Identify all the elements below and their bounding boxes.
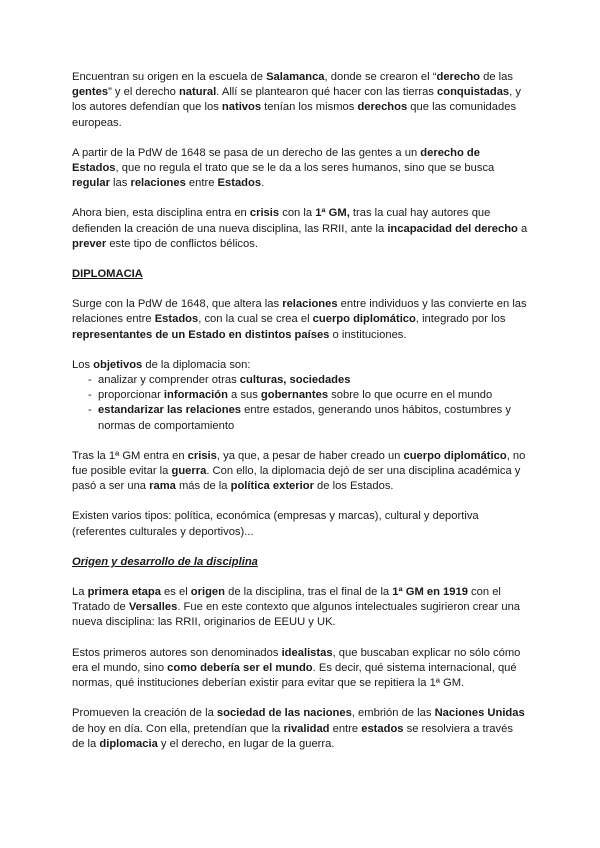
paragraph-idealistas: Estos primeros autores son denominados idealistas, que buscaban explicar no sólo cómo era el mundo, sino como debería ser el mundo. Es decir, qué sistema internacional, qué normas, qué instituciones deberían existir para evitar que se repitiera la 1ª GM. bbox=[72, 646, 521, 690]
paragraph-tipos: Existen varios tipos: política, económica (empresas y marcas), cultural y deportiva (referentes culturales y deportivos)... bbox=[72, 510, 479, 538]
list-item: - analizar y comprender otras culturas, sociedades bbox=[72, 373, 528, 388]
heading-origen-desarrollo: Origen y desarrollo de la disciplina bbox=[72, 555, 258, 568]
paragraph-pdw-1648: A partir de la PdW de 1648 se pasa de un derecho de las gentes a un derecho de Estados, que no regula el trato que se le da a los seres humanos, sino que se busca regular las relaciones entre Estados. bbox=[72, 146, 495, 190]
objetivos-list bbox=[72, 373, 528, 434]
paragraph-origen-salamanca: Encuentran su origen en la escuela de Salamanca, donde se crearon el “derecho de las gentes” y el derecho natural. Allí se plantearon qué hacer con las tierras conquistadas, y los autores defendían que los nativos tenían los mismos derechos que las comunidades europeas. bbox=[72, 71, 521, 129]
heading-diplomacia: DIPLOMACIA bbox=[72, 268, 143, 281]
list-item: - proporcionar información a sus gobernantes sobre lo que ocurre en el mundo bbox=[72, 388, 528, 403]
list-item: - estandarizar las relaciones entre estados, generando unos hábitos, costumbres y normas de comportamiento bbox=[72, 403, 528, 433]
paragraph-crisis-diplomacia: Tras la 1ª GM entra en crisis, ya que, a pesar de haber creado un cuerpo diplomático, no fue posible evitar la guerra. Con ello, la diplomacia dejó de ser una disciplina académica y pasó a ser una rama más de la política exterior de los Estados. bbox=[72, 449, 526, 493]
paragraph-crisis: Ahora bien, esta disciplina entra en crisis con la 1ª GM, tras la cual hay autores que defienden la creación de una nueva disciplina, las RRII, ante la incapacidad del derecho a prever este tipo de conflictos bélicos. bbox=[72, 207, 528, 250]
paragraph-sociedad-naciones: Promueven la creación de la sociedad de las naciones, embrión de las Naciones Unidas de hoy en día. Con ella, pretendían que la rivalidad entre estados se resolviera a través de la diplomacia y el derecho, en lugar de la guerra. bbox=[72, 707, 525, 750]
paragraph-primera-etapa: La primera etapa es el origen de la disciplina, tras el final de la 1ª GM en 1919 con el Tratado de Versalles. Fue en este contexto que algunos intelectuales sugirieron crear una nueva disciplina: las RRII, originarios de EEUU y UK. bbox=[72, 586, 521, 629]
paragraph-surge-diplomacia: Surge con la PdW de 1648, que altera las relaciones entre individuos y las convierte en las relaciones entre Estados, con la cual se crea el cuerpo diplomático, integrado por los representantes de un Estado en distintos países o instituciones. bbox=[72, 298, 527, 341]
paragraph-objetivos: Los objetivos de la diplomacia son: bbox=[72, 358, 251, 371]
